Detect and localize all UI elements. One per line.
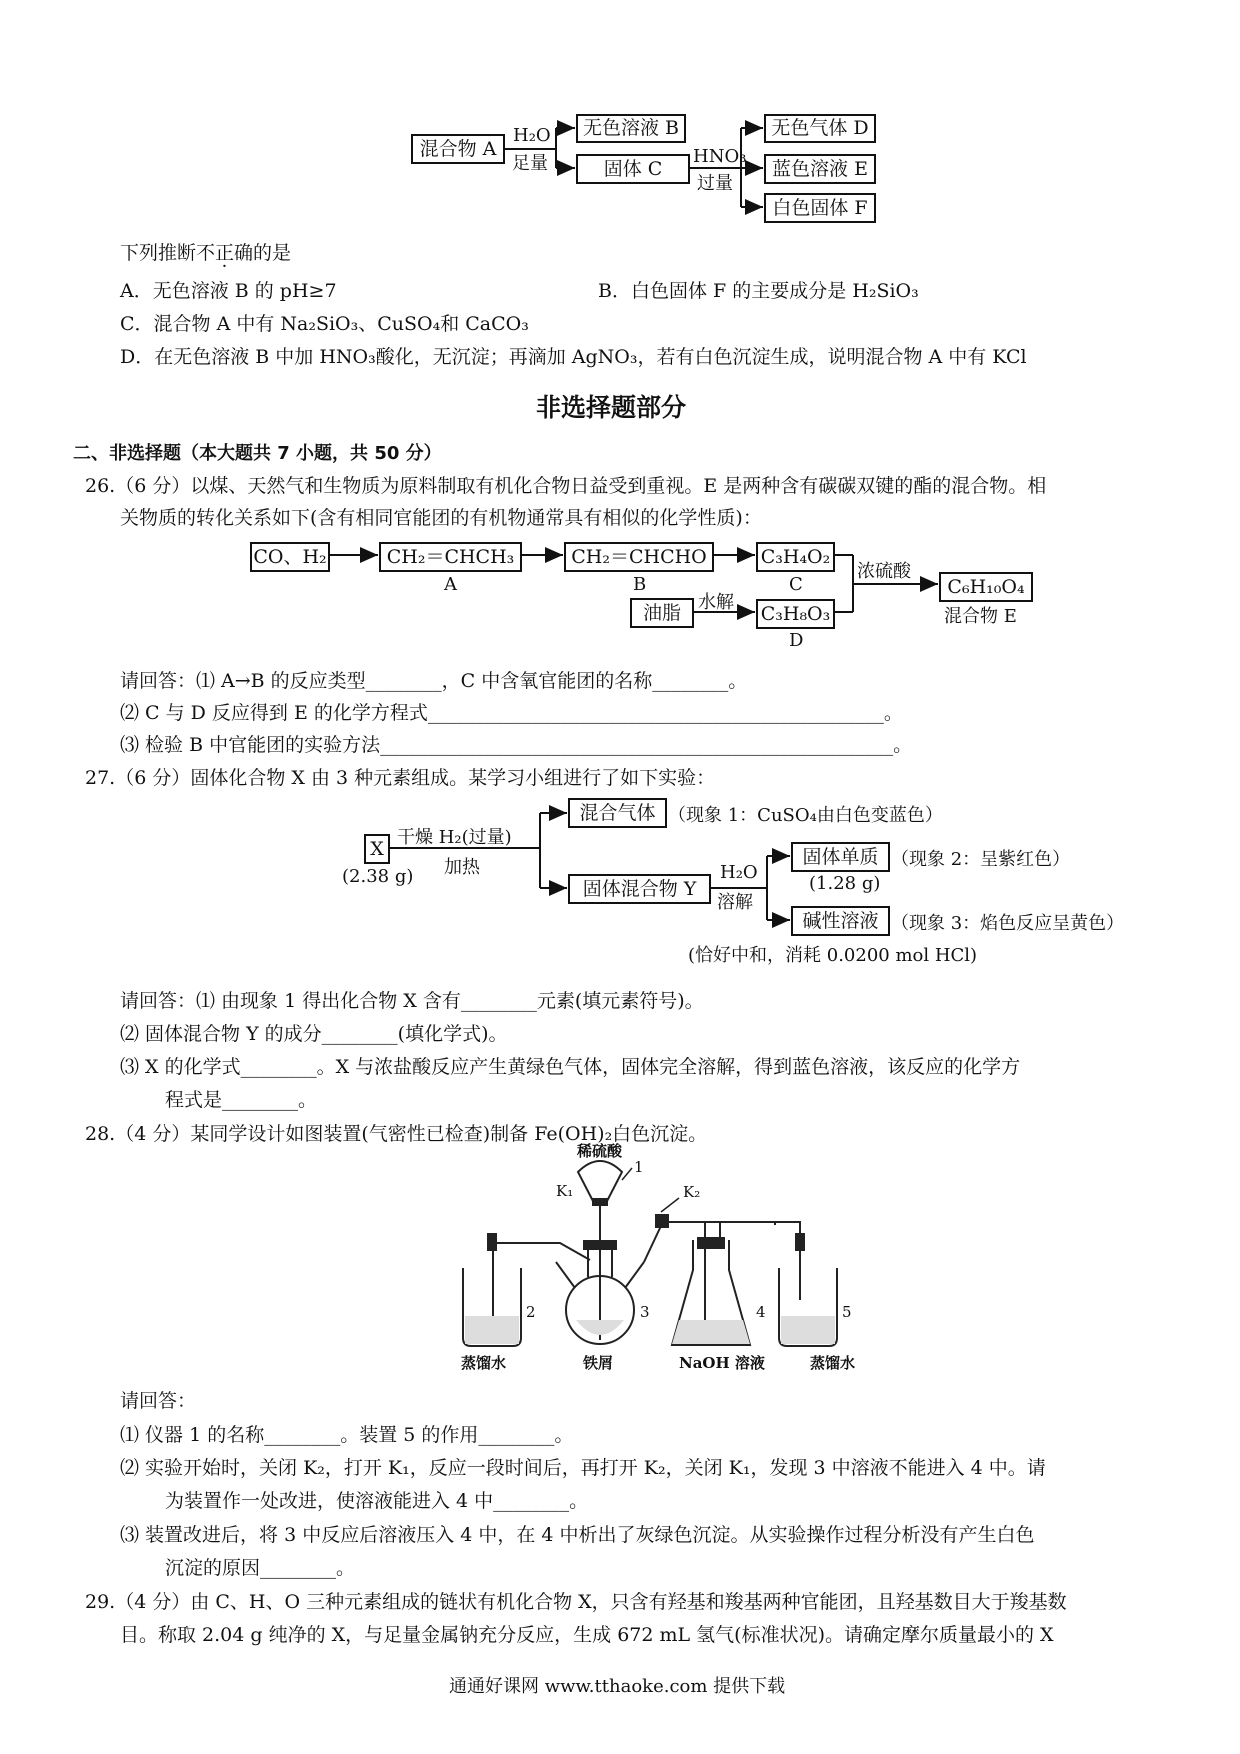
q28-ask-intro: 请回答： <box>120 1390 197 1412</box>
phenomenon3-note: （现象 3：焰色反应呈黄色） <box>891 913 1125 934</box>
start-box: CO、H₂ <box>250 542 330 572</box>
acid-label: 浓硫酸 <box>857 561 911 582</box>
distilled-water-left-label: 蒸馏水 <box>461 1354 507 1372</box>
q26-ask1: 请回答：⑴ A→B 的反应类型________，C 中含氧官能团的名称________。 <box>120 670 748 692</box>
distilled-water-right-label: 蒸馏水 <box>810 1354 856 1372</box>
compound-c-box: C₃H₄O₂ <box>756 542 835 572</box>
compound-a-box: CH₂＝CHCH₃ <box>379 542 522 572</box>
q27-stem: 27.（6 分）固体化合物 X 由 3 种元素组成。某学习小组进行了如下实验： <box>85 767 716 789</box>
q26-ask3: ⑶ 检验 B 中官能团的实验方法______________________________________________________。 <box>120 734 913 756</box>
reagent-water-label: H₂O <box>513 125 551 146</box>
page-footer: 通通好课网 www.tthaoke.com 提供下载 <box>449 1676 786 1697</box>
element-solid-mass: (1.28 g) <box>809 873 881 894</box>
q29-line2: 目。称取 2.04 g 纯净的 X，与足量金属钠充分反应，生成 672 mL 氢气(标准状况)。请确定摩尔质量最小的 X <box>120 1624 1054 1646</box>
solid-c-box: 固体 C <box>576 154 690 184</box>
q25-option-b: B．白色固体 F 的主要成分是 H₂SiO₃ <box>598 280 919 302</box>
q25-stem-before: 下列推断 <box>120 242 197 264</box>
q28-ask2a: ⑵ 实验开始时，关闭 K₂，打开 K₁，反应一段时间后，再打开 K₂，关闭 K₁，发现 3 中溶液不能进入 4 中。请 <box>120 1457 1046 1479</box>
instrument-2-number: 2 <box>526 1303 536 1321</box>
compound-x-mass: (2.38 g) <box>342 866 414 887</box>
element-solid-box: 固体单质 <box>791 842 890 872</box>
q26-line2: 关物质的转化关系如下(含有相同官能团的有机物通常具有相似的化学性质)： <box>120 507 762 529</box>
base-solution-box: 碱性溶液 <box>791 906 890 936</box>
naoh-solution-label: NaOH 溶液 <box>679 1354 765 1372</box>
q27-ask3b: 程式是________。 <box>165 1089 318 1111</box>
q28-ask1: ⑴ 仪器 1 的名称________。装置 5 的作用________。 <box>120 1424 574 1446</box>
mixture-e-label: 混合物 E <box>944 606 1017 627</box>
instrument-3-number: 3 <box>640 1303 650 1321</box>
q28-ask3a: ⑶ 装置改进后，将 3 中反应后溶液压入 4 中，在 4 中析出了灰绿色沉淀。从实验操作过程分析没有产生白色 <box>120 1524 1035 1546</box>
water-label: H₂O <box>720 862 758 883</box>
reagent-excess-label: 足量 <box>512 153 548 174</box>
compound-x-box: X <box>364 834 390 864</box>
iron-filings-label: 铁屑 <box>583 1354 614 1372</box>
q27-ask3a: ⑶ X 的化学式________。X 与浓盐酸反应产生黄绿色气体，固体完全溶解，得到蓝色溶液，该反应的化学方 <box>120 1056 1021 1078</box>
reagent-excess2-label: 过量 <box>697 173 733 194</box>
q26-line1: 26.（6 分）以煤、天然气和生物质为原料制取有机化合物日益受到重视。E 是两种含有碳碳双键的酯的混合物。相 <box>85 475 1047 497</box>
q25-stem-after: 的是 <box>253 242 292 264</box>
valve-k1-label: K₁ <box>556 1182 574 1200</box>
solid-mixture-y-box: 固体混合物 Y <box>568 874 711 904</box>
section2-header: 二、非选择题（本大题共 7 小题，共 50 分） <box>73 443 442 464</box>
neutralize-note: (恰好中和，消耗 0.0200 mol HCl) <box>688 945 978 966</box>
q28-ask2b: 为装置作一处改进，使溶液能进入 4 中________。 <box>165 1490 589 1512</box>
gas-d-box: 无色气体 D <box>764 114 876 143</box>
instrument-1-number: 1 <box>634 1158 644 1176</box>
q25-option-a: A．无色溶液 B 的 pH≥7 <box>120 280 337 302</box>
q26-ask2: ⑵ C 与 D 反应得到 E 的化学方程式________________________________________________。 <box>120 702 903 724</box>
q27-ask1: 请回答：⑴ 由现象 1 得出化合物 X 含有________元素(填元素符号)。 <box>120 990 704 1012</box>
phenomenon1-note: （现象 1：CuSO₄由白色变蓝色） <box>668 805 943 826</box>
phenomenon2-note: （现象 2：呈紫红色） <box>891 849 1071 870</box>
solid-f-box: 白色固体 F <box>764 193 876 223</box>
solution-e-box: 蓝色溶液 E <box>764 154 876 184</box>
instrument-4-number: 4 <box>756 1303 766 1321</box>
mixture-e-box: C₆H₁₀O₄ <box>939 572 1033 602</box>
solution-b-box: 无色溶液 B <box>576 114 686 143</box>
valve-k2-label: K₂ <box>683 1183 701 1201</box>
q27-ask2: ⑵ 固体混合物 Y 的成分________(填化学式)。 <box>120 1023 508 1045</box>
section-title: 非选择题部分 <box>536 393 687 422</box>
compound-b-box: CH₂＝CHCHO <box>564 542 714 572</box>
q28-ask3b: 沉淀的原因________。 <box>165 1557 356 1579</box>
oil-box: 油脂 <box>630 598 694 628</box>
reagent-heat-label: 加热 <box>444 857 480 878</box>
reagent-hno3-label: HNO₃ <box>693 146 747 167</box>
compound-d-label: D <box>789 630 804 651</box>
q28-stem: 28.（4 分）某同学设计如图装置(气密性已检查)制备 Fe(OH)₂白色沉淀。 <box>85 1123 708 1145</box>
compound-c-label: C <box>789 574 803 595</box>
q25-option-c: C．混合物 A 中有 Na₂SiO₃、CuSO₄和 CaCO₃ <box>120 313 529 335</box>
q29-line1: 29.（4 分）由 C、H、O 三种元素组成的链状有机化合物 X，只含有羟基和羧基两种官能团，且羟基数目大于羧基数 <box>85 1591 1067 1613</box>
q25-option-d: D．在无色溶液 B 中加 HNO₃酸化，无沉淀；再滴加 AgNO₃，若有白色沉淀生成，说明混合物 A 中有 KCl <box>120 346 1027 368</box>
reagent-h2-label: 干燥 H₂(过量) <box>397 827 512 848</box>
acid-reagent-label: 稀硫酸 <box>577 1142 623 1160</box>
dissolve-label: 溶解 <box>717 892 753 913</box>
compound-a-label: A <box>444 574 457 595</box>
mixture-a-box: 混合物 A <box>411 134 505 164</box>
compound-b-label: B <box>633 574 647 595</box>
mixed-gas-box: 混合气体 <box>568 798 667 828</box>
hydrolysis-label: 水解 <box>698 592 734 613</box>
instrument-5-number: 5 <box>842 1303 852 1321</box>
q25-stem <box>120 238 291 268</box>
compound-d-box: C₃H₈O₃ <box>756 599 835 629</box>
q25-stem-emphasis: 不正确 <box>196 242 254 264</box>
